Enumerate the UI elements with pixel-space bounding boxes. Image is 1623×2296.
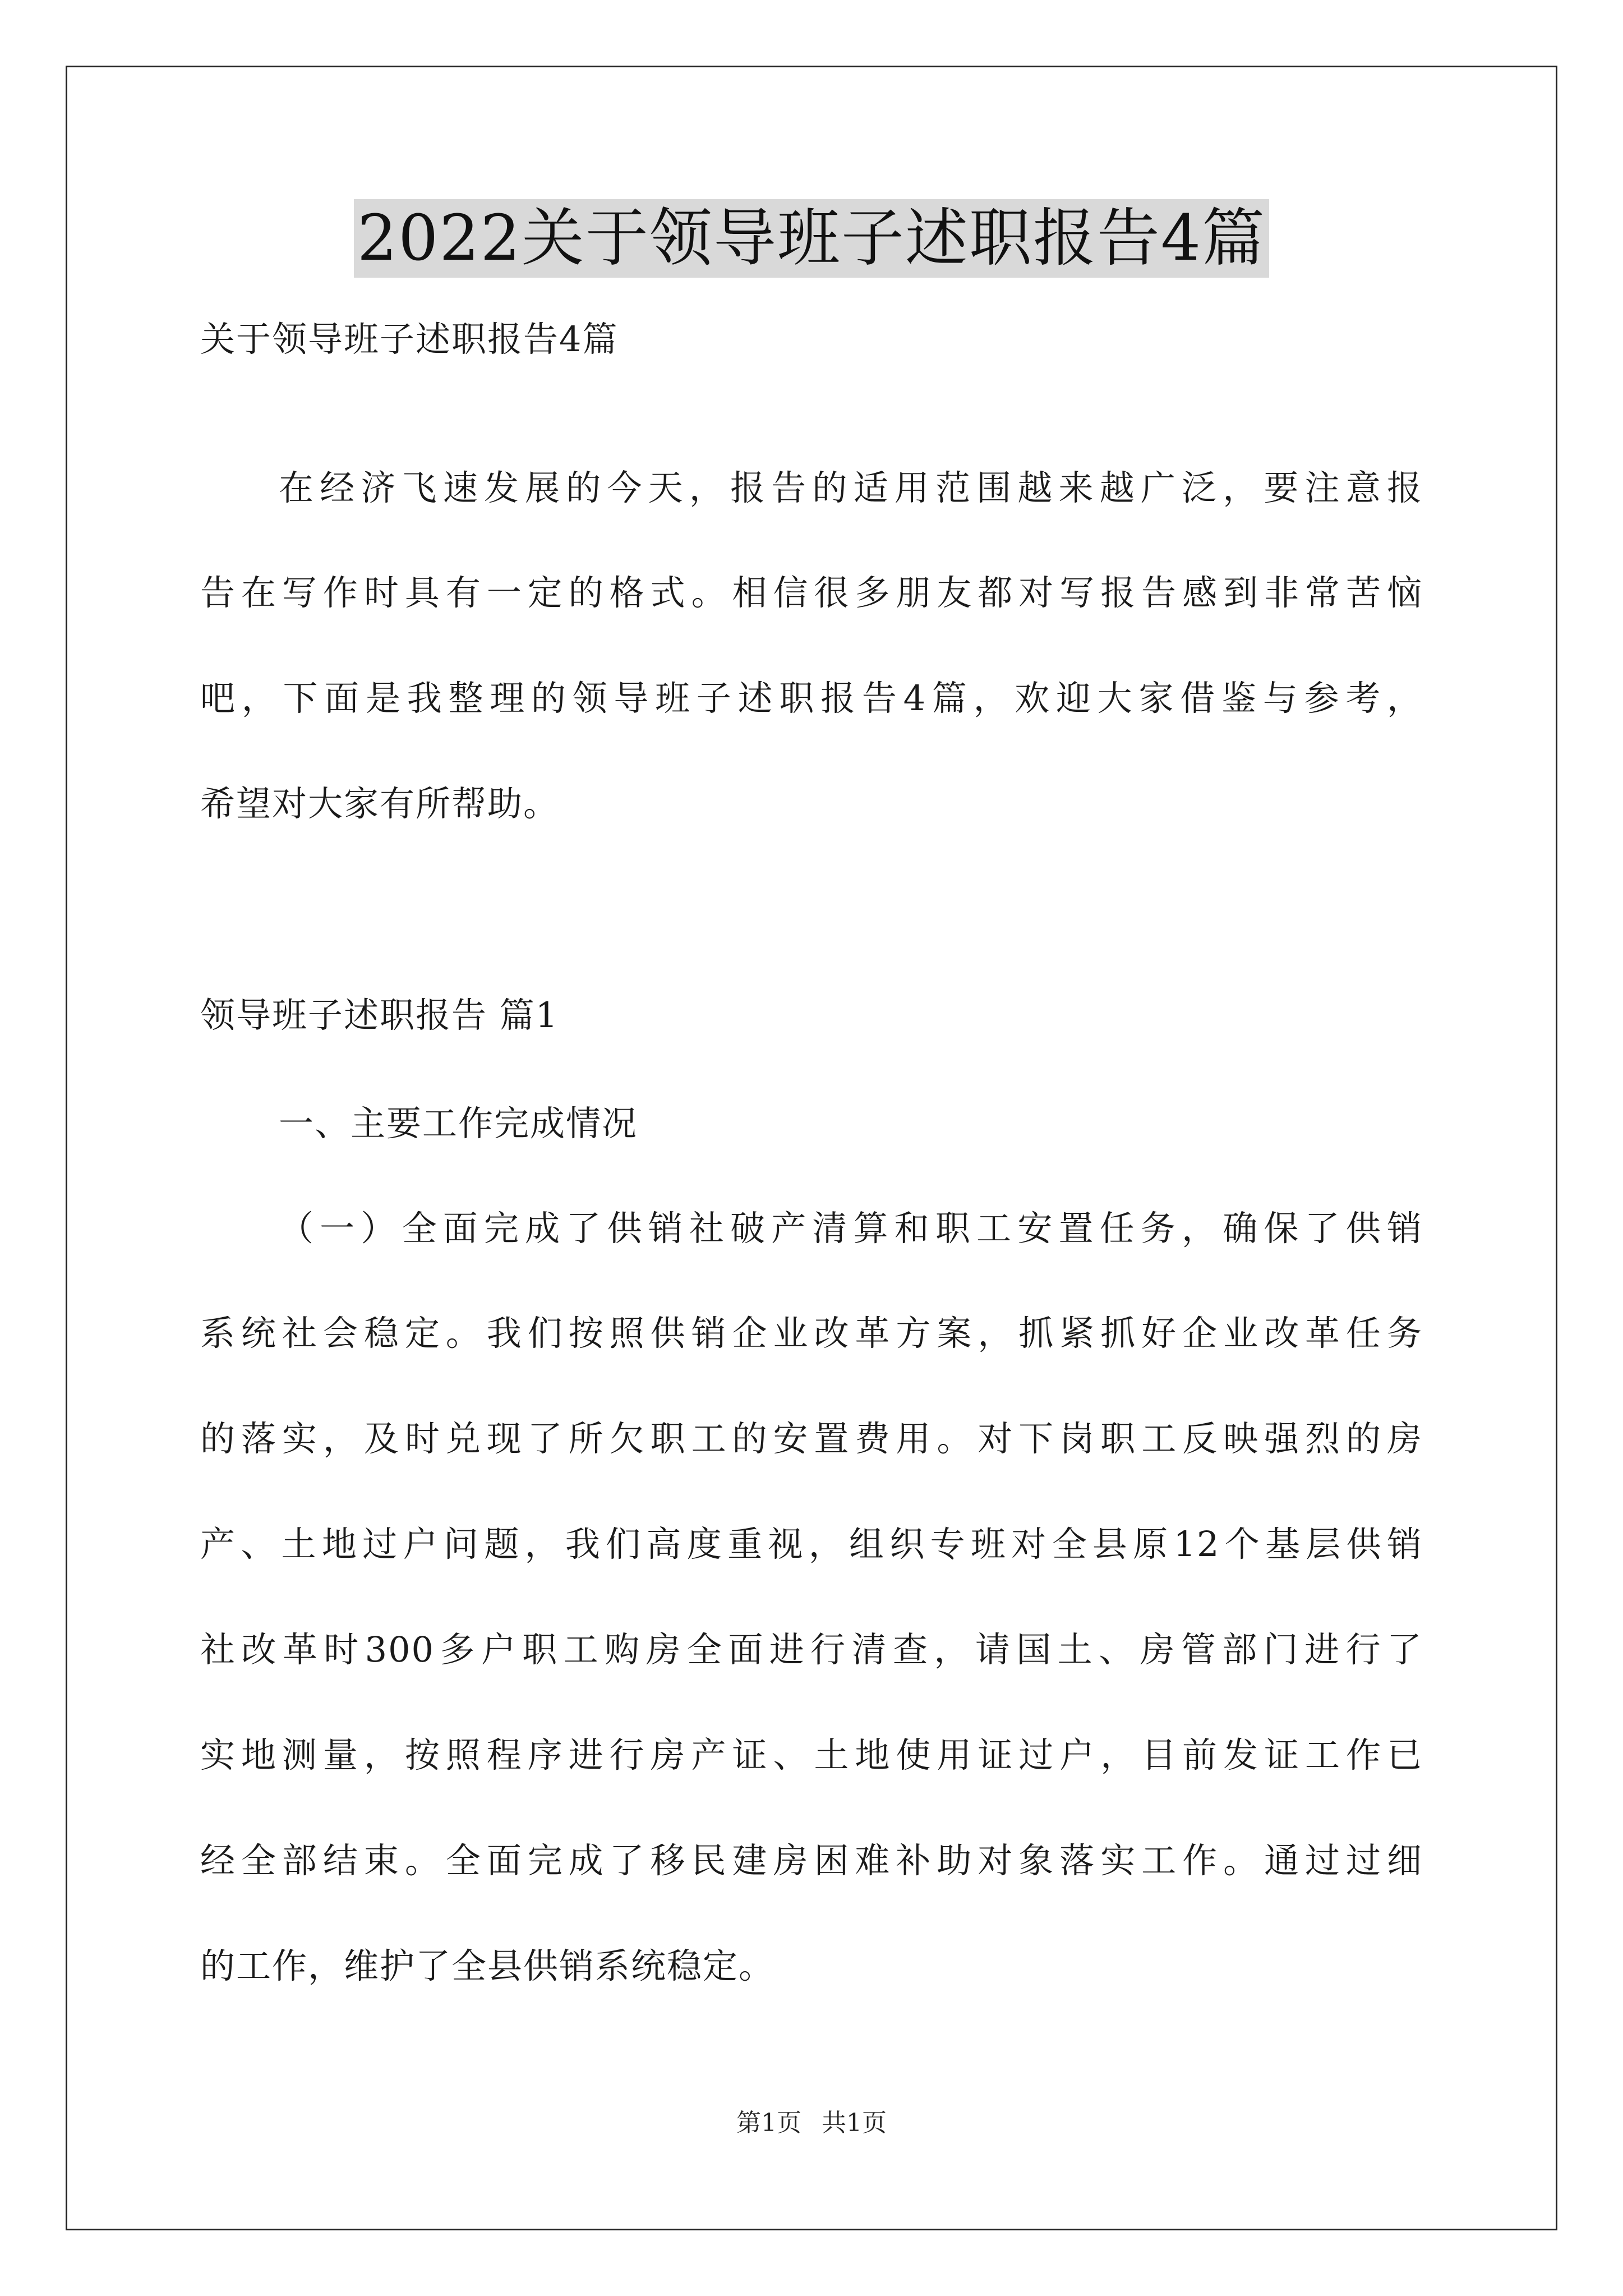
- paragraph-line: 社改革时300多户职工购房全面进行清查，请国土、房管部门进行了: [200, 1629, 1423, 1670]
- page-total: 共1页: [822, 2109, 887, 2137]
- intro-line: 吧，下面是我整理的领导班子述职报告4篇，欢迎大家借鉴与参考，: [200, 678, 1423, 719]
- paragraph-line: 系统社会稳定。我们按照供销企业改革方案，抓紧抓好企业改革任务: [200, 1313, 1423, 1354]
- paragraph-line: 产、土地过户问题，我们高度重视，组织专班对全县原12个基层供销: [200, 1524, 1423, 1565]
- paragraph-line: 的落实，及时兑现了所欠职工的安置费用。对下岗职工反映强烈的房: [200, 1418, 1423, 1459]
- page-number: 第1页: [736, 2109, 801, 2137]
- intro-line: 告在写作时具有一定的格式。相信很多朋友都对写报告感到非常苦恼: [200, 572, 1423, 613]
- paragraph-line: 经全部结束。全面完成了移民建房困难补助对象落实工作。通过过细: [200, 1840, 1423, 1881]
- intro-line: 希望对大家有所帮助。: [200, 783, 560, 824]
- title-container: [0, 199, 1623, 278]
- document-title: 2022关于领导班子述职报告4篇: [354, 199, 1269, 278]
- section-heading: 领导班子述职报告 篇1: [200, 995, 559, 1036]
- document-subtitle: 关于领导班子述职报告4篇: [200, 319, 619, 360]
- paragraph-line: 的工作，维护了全县供销系统稳定。: [200, 1945, 775, 1986]
- page-border: [66, 66, 1557, 2230]
- intro-line: 在经济飞速发展的今天，报告的适用范围越来越广泛，要注意报: [279, 467, 1423, 508]
- paragraph-line: 实地测量，按照程序进行房产证、土地使用证过户，目前发证工作已: [200, 1734, 1423, 1775]
- paragraph-line: （一）全面完成了供销社破产清算和职工安置任务，确保了供销: [279, 1208, 1423, 1249]
- page-footer: [0, 2106, 1623, 2140]
- section-subheading: 一、主要工作完成情况: [279, 1103, 638, 1144]
